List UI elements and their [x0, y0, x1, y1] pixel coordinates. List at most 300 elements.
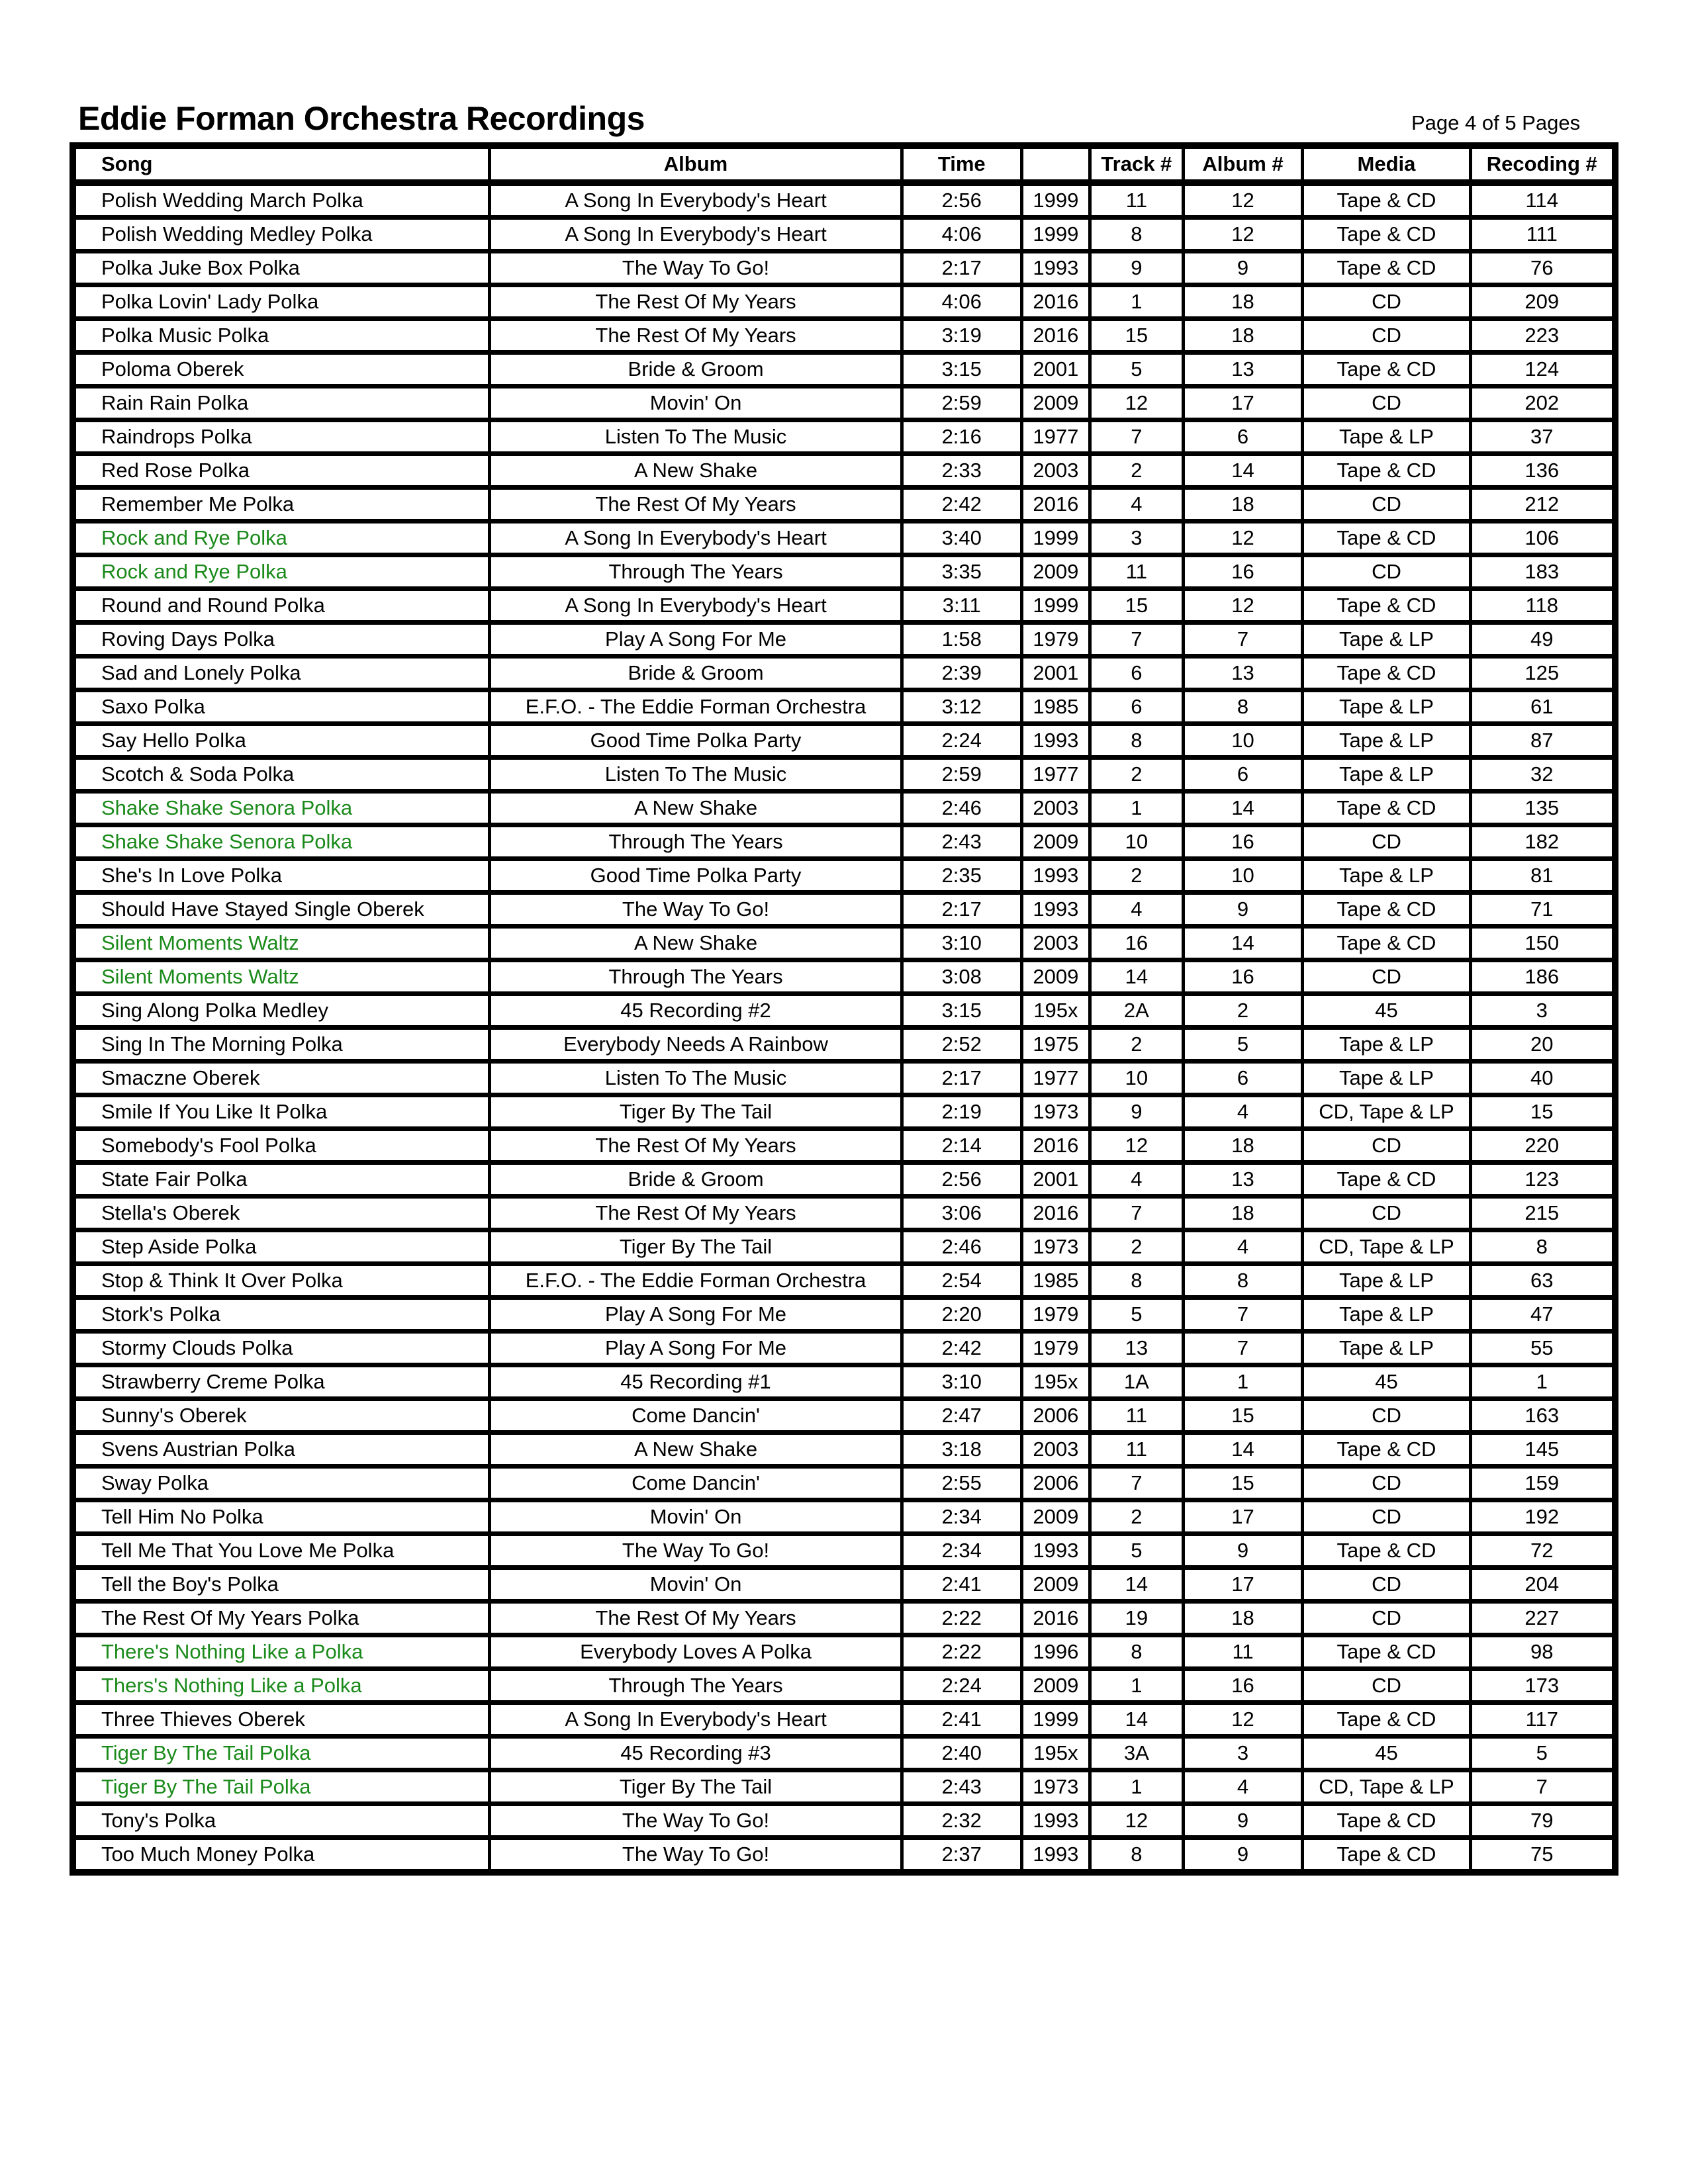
- album-number-cell: 6: [1183, 1062, 1303, 1095]
- track-number-cell: 14: [1090, 1568, 1184, 1602]
- track-number-cell: 13: [1090, 1332, 1184, 1365]
- track-number-cell: 11: [1090, 555, 1184, 589]
- recording-number-cell: 81: [1470, 859, 1615, 893]
- album-number-cell: 12: [1183, 589, 1303, 623]
- recording-number-cell: 20: [1470, 1028, 1615, 1062]
- track-number-cell: 1: [1090, 792, 1184, 825]
- time-cell: 2:56: [902, 183, 1021, 218]
- album-number-cell: 2: [1183, 994, 1303, 1028]
- recording-number-cell: 1: [1470, 1365, 1615, 1399]
- track-number-cell: 2: [1090, 758, 1184, 792]
- media-cell: CD: [1303, 285, 1470, 319]
- time-cell: 3:12: [902, 690, 1021, 724]
- album-cell: A New Shake: [490, 1433, 902, 1467]
- song-cell: Polka Lovin' Lady Polka: [73, 285, 490, 319]
- track-number-cell: 9: [1090, 1095, 1184, 1129]
- album-cell: Movin' On: [490, 1500, 902, 1534]
- column-header-media: Media: [1303, 146, 1470, 183]
- album-number-cell: 1: [1183, 1365, 1303, 1399]
- track-number-cell: 15: [1090, 319, 1184, 353]
- track-number-cell: 2: [1090, 859, 1184, 893]
- media-cell: Tape & CD: [1303, 1838, 1470, 1873]
- media-cell: Tape & CD: [1303, 1534, 1470, 1568]
- track-number-cell: 2A: [1090, 994, 1184, 1028]
- table-row: [73, 724, 1615, 758]
- track-number-cell: 2: [1090, 1230, 1184, 1264]
- recording-number-cell: 186: [1470, 960, 1615, 994]
- media-cell: Tape & CD: [1303, 893, 1470, 927]
- media-cell: Tape & CD: [1303, 522, 1470, 555]
- media-cell: Tape & LP: [1303, 1298, 1470, 1332]
- media-cell: CD: [1303, 555, 1470, 589]
- track-number-cell: 1: [1090, 1770, 1184, 1804]
- track-number-cell: 11: [1090, 183, 1184, 218]
- recording-number-cell: 71: [1470, 893, 1615, 927]
- media-cell: Tape & LP: [1303, 1062, 1470, 1095]
- album-cell: 45 Recording #2: [490, 994, 902, 1028]
- album-number-cell: 18: [1183, 319, 1303, 353]
- recording-number-cell: 192: [1470, 1500, 1615, 1534]
- track-number-cell: 5: [1090, 1298, 1184, 1332]
- album-cell: Through The Years: [490, 825, 902, 859]
- table-row: [73, 960, 1615, 994]
- time-cell: 2:22: [902, 1635, 1021, 1669]
- recording-number-cell: 183: [1470, 555, 1615, 589]
- table-row: [73, 319, 1615, 353]
- recording-number-cell: 32: [1470, 758, 1615, 792]
- year-cell: 2001: [1021, 657, 1090, 690]
- media-cell: CD: [1303, 1129, 1470, 1163]
- time-cell: 2:37: [902, 1838, 1021, 1873]
- year-cell: 1977: [1021, 1062, 1090, 1095]
- table-row: [73, 623, 1615, 657]
- year-cell: 2003: [1021, 792, 1090, 825]
- album-cell: The Way To Go!: [490, 893, 902, 927]
- album-number-cell: 7: [1183, 623, 1303, 657]
- time-cell: 3:06: [902, 1197, 1021, 1230]
- table-row: [73, 1230, 1615, 1264]
- track-number-cell: 8: [1090, 1264, 1184, 1298]
- album-cell: Come Dancin': [490, 1399, 902, 1433]
- media-cell: Tape & LP: [1303, 1264, 1470, 1298]
- album-number-cell: 11: [1183, 1635, 1303, 1669]
- track-number-cell: 4: [1090, 488, 1184, 522]
- song-cell: Polish Wedding March Polka: [73, 183, 490, 218]
- song-cell: Should Have Stayed Single Oberek: [73, 893, 490, 927]
- time-cell: 2:20: [902, 1298, 1021, 1332]
- song-cell: Tony's Polka: [73, 1804, 490, 1838]
- year-cell: 1977: [1021, 758, 1090, 792]
- song-cell: Silent Moments Waltz: [73, 927, 490, 960]
- table-row: [73, 454, 1615, 488]
- time-cell: 2:17: [902, 893, 1021, 927]
- year-cell: 2016: [1021, 1129, 1090, 1163]
- album-number-cell: 13: [1183, 353, 1303, 387]
- time-cell: 2:43: [902, 825, 1021, 859]
- song-cell: Rain Rain Polka: [73, 387, 490, 420]
- song-cell: Remember Me Polka: [73, 488, 490, 522]
- album-cell: Tiger By The Tail: [490, 1770, 902, 1804]
- media-cell: CD: [1303, 1197, 1470, 1230]
- time-cell: 2:47: [902, 1399, 1021, 1433]
- recording-number-cell: 145: [1470, 1433, 1615, 1467]
- album-cell: 45 Recording #1: [490, 1365, 902, 1399]
- media-cell: Tape & CD: [1303, 1163, 1470, 1197]
- media-cell: CD, Tape & LP: [1303, 1230, 1470, 1264]
- album-number-cell: 4: [1183, 1095, 1303, 1129]
- year-cell: 2016: [1021, 1602, 1090, 1635]
- table-row: [73, 555, 1615, 589]
- song-cell: There's Nothing Like a Polka: [73, 1635, 490, 1669]
- table-row: [73, 1534, 1615, 1568]
- album-number-cell: 7: [1183, 1298, 1303, 1332]
- document-title: Eddie Forman Orchestra Recordings: [78, 100, 645, 137]
- media-cell: Tape & CD: [1303, 183, 1470, 218]
- table-row: [73, 1399, 1615, 1433]
- album-number-cell: 7: [1183, 1332, 1303, 1365]
- album-number-cell: 15: [1183, 1399, 1303, 1433]
- track-number-cell: 11: [1090, 1433, 1184, 1467]
- track-number-cell: 7: [1090, 1467, 1184, 1500]
- song-cell: Stork's Polka: [73, 1298, 490, 1332]
- song-cell: The Rest Of My Years Polka: [73, 1602, 490, 1635]
- song-cell: Smaczne Oberek: [73, 1062, 490, 1095]
- year-cell: 2003: [1021, 927, 1090, 960]
- recording-number-cell: 125: [1470, 657, 1615, 690]
- media-cell: Tape & CD: [1303, 1433, 1470, 1467]
- year-cell: 2006: [1021, 1467, 1090, 1500]
- column-header-track-number: Track #: [1090, 146, 1184, 183]
- year-cell: 1977: [1021, 420, 1090, 454]
- song-cell: Three Thieves Oberek: [73, 1703, 490, 1737]
- media-cell: Tape & LP: [1303, 1332, 1470, 1365]
- album-cell: A Song In Everybody's Heart: [490, 183, 902, 218]
- track-number-cell: 12: [1090, 1129, 1184, 1163]
- time-cell: 2:17: [902, 1062, 1021, 1095]
- song-cell: Tell the Boy's Polka: [73, 1568, 490, 1602]
- table-row: [73, 1500, 1615, 1534]
- album-cell: Through The Years: [490, 555, 902, 589]
- media-cell: Tape & CD: [1303, 218, 1470, 251]
- time-cell: 2:17: [902, 251, 1021, 285]
- time-cell: 2:22: [902, 1602, 1021, 1635]
- media-cell: CD: [1303, 319, 1470, 353]
- track-number-cell: 8: [1090, 218, 1184, 251]
- table-row: [73, 522, 1615, 555]
- recording-number-cell: 204: [1470, 1568, 1615, 1602]
- time-cell: 2:19: [902, 1095, 1021, 1129]
- song-cell: Roving Days Polka: [73, 623, 490, 657]
- song-cell: Say Hello Polka: [73, 724, 490, 758]
- song-cell: Polka Music Polka: [73, 319, 490, 353]
- album-number-cell: 9: [1183, 1804, 1303, 1838]
- album-cell: Bride & Groom: [490, 353, 902, 387]
- album-number-cell: 13: [1183, 1163, 1303, 1197]
- album-number-cell: 16: [1183, 825, 1303, 859]
- track-number-cell: 15: [1090, 589, 1184, 623]
- album-cell: A New Shake: [490, 927, 902, 960]
- media-cell: CD: [1303, 825, 1470, 859]
- album-number-cell: 3: [1183, 1737, 1303, 1770]
- year-cell: 2016: [1021, 319, 1090, 353]
- year-cell: 2016: [1021, 488, 1090, 522]
- time-cell: 2:35: [902, 859, 1021, 893]
- year-cell: 2003: [1021, 1433, 1090, 1467]
- song-cell: Shake Shake Senora Polka: [73, 825, 490, 859]
- table-row: [73, 353, 1615, 387]
- album-number-cell: 8: [1183, 1264, 1303, 1298]
- time-cell: 3:15: [902, 353, 1021, 387]
- time-cell: 3:10: [902, 1365, 1021, 1399]
- track-number-cell: 2: [1090, 1028, 1184, 1062]
- track-number-cell: 7: [1090, 420, 1184, 454]
- track-number-cell: 11: [1090, 1399, 1184, 1433]
- album-number-cell: 9: [1183, 1838, 1303, 1873]
- media-cell: CD: [1303, 1669, 1470, 1703]
- year-cell: 195x: [1021, 994, 1090, 1028]
- year-cell: 2001: [1021, 353, 1090, 387]
- table-row: [73, 1298, 1615, 1332]
- recording-number-cell: 202: [1470, 387, 1615, 420]
- album-number-cell: 6: [1183, 420, 1303, 454]
- year-cell: 1999: [1021, 183, 1090, 218]
- album-cell: Tiger By The Tail: [490, 1230, 902, 1264]
- recording-number-cell: 72: [1470, 1534, 1615, 1568]
- media-cell: Tape & CD: [1303, 927, 1470, 960]
- column-header-recording-number: Recoding #: [1470, 146, 1615, 183]
- year-cell: 2009: [1021, 1669, 1090, 1703]
- media-cell: Tape & LP: [1303, 724, 1470, 758]
- recording-number-cell: 76: [1470, 251, 1615, 285]
- album-cell: Play A Song For Me: [490, 1298, 902, 1332]
- song-cell: Stella's Oberek: [73, 1197, 490, 1230]
- song-cell: Polish Wedding Medley Polka: [73, 218, 490, 251]
- recording-number-cell: 215: [1470, 1197, 1615, 1230]
- song-cell: Red Rose Polka: [73, 454, 490, 488]
- album-number-cell: 6: [1183, 758, 1303, 792]
- album-cell: The Rest Of My Years: [490, 285, 902, 319]
- time-cell: 2:16: [902, 420, 1021, 454]
- album-number-cell: 9: [1183, 893, 1303, 927]
- recording-number-cell: 111: [1470, 218, 1615, 251]
- track-number-cell: 3: [1090, 522, 1184, 555]
- recording-number-cell: 40: [1470, 1062, 1615, 1095]
- year-cell: 1999: [1021, 522, 1090, 555]
- song-cell: Svens Austrian Polka: [73, 1433, 490, 1467]
- song-cell: Somebody's Fool Polka: [73, 1129, 490, 1163]
- year-cell: 2006: [1021, 1399, 1090, 1433]
- recording-number-cell: 163: [1470, 1399, 1615, 1433]
- time-cell: 2:33: [902, 454, 1021, 488]
- table-row: [73, 1804, 1615, 1838]
- recording-number-cell: 114: [1470, 183, 1615, 218]
- media-cell: Tape & LP: [1303, 690, 1470, 724]
- album-cell: Everybody Needs A Rainbow: [490, 1028, 902, 1062]
- song-cell: Sway Polka: [73, 1467, 490, 1500]
- album-cell: Listen To The Music: [490, 420, 902, 454]
- table-row: [73, 1838, 1615, 1873]
- track-number-cell: 8: [1090, 724, 1184, 758]
- track-number-cell: 10: [1090, 825, 1184, 859]
- media-cell: Tape & LP: [1303, 758, 1470, 792]
- media-cell: CD: [1303, 1399, 1470, 1433]
- album-number-cell: 5: [1183, 1028, 1303, 1062]
- recording-number-cell: 49: [1470, 623, 1615, 657]
- media-cell: Tape & CD: [1303, 251, 1470, 285]
- song-cell: Raindrops Polka: [73, 420, 490, 454]
- track-number-cell: 10: [1090, 1062, 1184, 1095]
- table-row: [73, 1129, 1615, 1163]
- song-cell: Tell Me That You Love Me Polka: [73, 1534, 490, 1568]
- album-number-cell: 12: [1183, 1703, 1303, 1737]
- table-row: [73, 758, 1615, 792]
- time-cell: 2:41: [902, 1703, 1021, 1737]
- table-row: [73, 1635, 1615, 1669]
- album-cell: Play A Song For Me: [490, 1332, 902, 1365]
- year-cell: 1975: [1021, 1028, 1090, 1062]
- album-number-cell: 13: [1183, 657, 1303, 690]
- time-cell: 2:55: [902, 1467, 1021, 1500]
- time-cell: 2:14: [902, 1129, 1021, 1163]
- table-row: [73, 1095, 1615, 1129]
- album-cell: Bride & Groom: [490, 1163, 902, 1197]
- media-cell: Tape & CD: [1303, 353, 1470, 387]
- year-cell: 2009: [1021, 825, 1090, 859]
- song-cell: State Fair Polka: [73, 1163, 490, 1197]
- album-number-cell: 14: [1183, 1433, 1303, 1467]
- time-cell: 3:15: [902, 994, 1021, 1028]
- song-cell: Tiger By The Tail Polka: [73, 1770, 490, 1804]
- track-number-cell: 1A: [1090, 1365, 1184, 1399]
- time-cell: 3:11: [902, 589, 1021, 623]
- recording-number-cell: 223: [1470, 319, 1615, 353]
- time-cell: 2:56: [902, 1163, 1021, 1197]
- track-number-cell: 19: [1090, 1602, 1184, 1635]
- song-cell: Rock and Rye Polka: [73, 555, 490, 589]
- recording-number-cell: 3: [1470, 994, 1615, 1028]
- year-cell: 1985: [1021, 690, 1090, 724]
- album-cell: A New Shake: [490, 454, 902, 488]
- album-cell: Tiger By The Tail: [490, 1095, 902, 1129]
- recording-number-cell: 227: [1470, 1602, 1615, 1635]
- table-row: [73, 1602, 1615, 1635]
- song-cell: Tiger By The Tail Polka: [73, 1737, 490, 1770]
- year-cell: 1993: [1021, 1804, 1090, 1838]
- table-row: [73, 1467, 1615, 1500]
- year-cell: 2009: [1021, 387, 1090, 420]
- album-number-cell: 15: [1183, 1467, 1303, 1500]
- track-number-cell: 7: [1090, 623, 1184, 657]
- recording-number-cell: 98: [1470, 1635, 1615, 1669]
- media-cell: CD, Tape & LP: [1303, 1095, 1470, 1129]
- song-cell: Sing Along Polka Medley: [73, 994, 490, 1028]
- track-number-cell: 9: [1090, 251, 1184, 285]
- year-cell: 1993: [1021, 1534, 1090, 1568]
- recording-number-cell: 159: [1470, 1467, 1615, 1500]
- track-number-cell: 5: [1090, 353, 1184, 387]
- year-cell: 1973: [1021, 1770, 1090, 1804]
- album-number-cell: 17: [1183, 1500, 1303, 1534]
- album-cell: A Song In Everybody's Heart: [490, 522, 902, 555]
- album-number-cell: 16: [1183, 960, 1303, 994]
- album-cell: A Song In Everybody's Heart: [490, 1703, 902, 1737]
- album-number-cell: 4: [1183, 1770, 1303, 1804]
- time-cell: 2:24: [902, 724, 1021, 758]
- album-cell: E.F.O. - The Eddie Forman Orchestra: [490, 1264, 902, 1298]
- year-cell: 1973: [1021, 1095, 1090, 1129]
- year-cell: 1979: [1021, 1332, 1090, 1365]
- column-header-album: Album: [490, 146, 902, 183]
- song-cell: Round and Round Polka: [73, 589, 490, 623]
- song-cell: Saxo Polka: [73, 690, 490, 724]
- album-cell: 45 Recording #3: [490, 1737, 902, 1770]
- time-cell: 2:42: [902, 1332, 1021, 1365]
- page-indicator: Page 4 of 5 Pages: [1411, 111, 1581, 134]
- media-cell: Tape & CD: [1303, 1804, 1470, 1838]
- album-cell: The Rest Of My Years: [490, 1197, 902, 1230]
- year-cell: 2016: [1021, 1197, 1090, 1230]
- media-cell: CD: [1303, 1602, 1470, 1635]
- media-cell: Tape & CD: [1303, 454, 1470, 488]
- song-cell: Sing In The Morning Polka: [73, 1028, 490, 1062]
- track-number-cell: 1: [1090, 285, 1184, 319]
- album-cell: A New Shake: [490, 792, 902, 825]
- table-row: [73, 1332, 1615, 1365]
- time-cell: 2:34: [902, 1534, 1021, 1568]
- time-cell: 3:40: [902, 522, 1021, 555]
- time-cell: 2:40: [902, 1737, 1021, 1770]
- album-number-cell: 18: [1183, 1197, 1303, 1230]
- year-cell: 1999: [1021, 1703, 1090, 1737]
- year-cell: 1999: [1021, 589, 1090, 623]
- recording-number-cell: 173: [1470, 1669, 1615, 1703]
- year-cell: 1979: [1021, 623, 1090, 657]
- media-cell: Tape & CD: [1303, 589, 1470, 623]
- album-cell: The Way To Go!: [490, 1838, 902, 1873]
- album-cell: Play A Song For Me: [490, 623, 902, 657]
- album-number-cell: 18: [1183, 1602, 1303, 1635]
- song-cell: Tell Him No Polka: [73, 1500, 490, 1534]
- recording-number-cell: 61: [1470, 690, 1615, 724]
- table-row: [73, 825, 1615, 859]
- media-cell: Tape & LP: [1303, 623, 1470, 657]
- column-header-year: [1021, 146, 1090, 183]
- song-cell: Poloma Oberek: [73, 353, 490, 387]
- track-number-cell: 6: [1090, 690, 1184, 724]
- recording-number-cell: 7: [1470, 1770, 1615, 1804]
- time-cell: 2:59: [902, 387, 1021, 420]
- table-row: [73, 1770, 1615, 1804]
- year-cell: 1979: [1021, 1298, 1090, 1332]
- album-number-cell: 12: [1183, 183, 1303, 218]
- song-cell: She's In Love Polka: [73, 859, 490, 893]
- media-cell: Tape & LP: [1303, 1028, 1470, 1062]
- media-cell: Tape & CD: [1303, 1635, 1470, 1669]
- media-cell: CD: [1303, 1467, 1470, 1500]
- year-cell: 2016: [1021, 285, 1090, 319]
- column-header-song: Song: [73, 146, 490, 183]
- year-cell: 1996: [1021, 1635, 1090, 1669]
- time-cell: 2:54: [902, 1264, 1021, 1298]
- year-cell: 2003: [1021, 454, 1090, 488]
- column-header-album-number: Album #: [1183, 146, 1303, 183]
- media-cell: Tape & CD: [1303, 1703, 1470, 1737]
- recording-number-cell: 182: [1470, 825, 1615, 859]
- album-cell: The Rest Of My Years: [490, 1129, 902, 1163]
- track-number-cell: 2: [1090, 1500, 1184, 1534]
- year-cell: 1993: [1021, 859, 1090, 893]
- table-row: [73, 1365, 1615, 1399]
